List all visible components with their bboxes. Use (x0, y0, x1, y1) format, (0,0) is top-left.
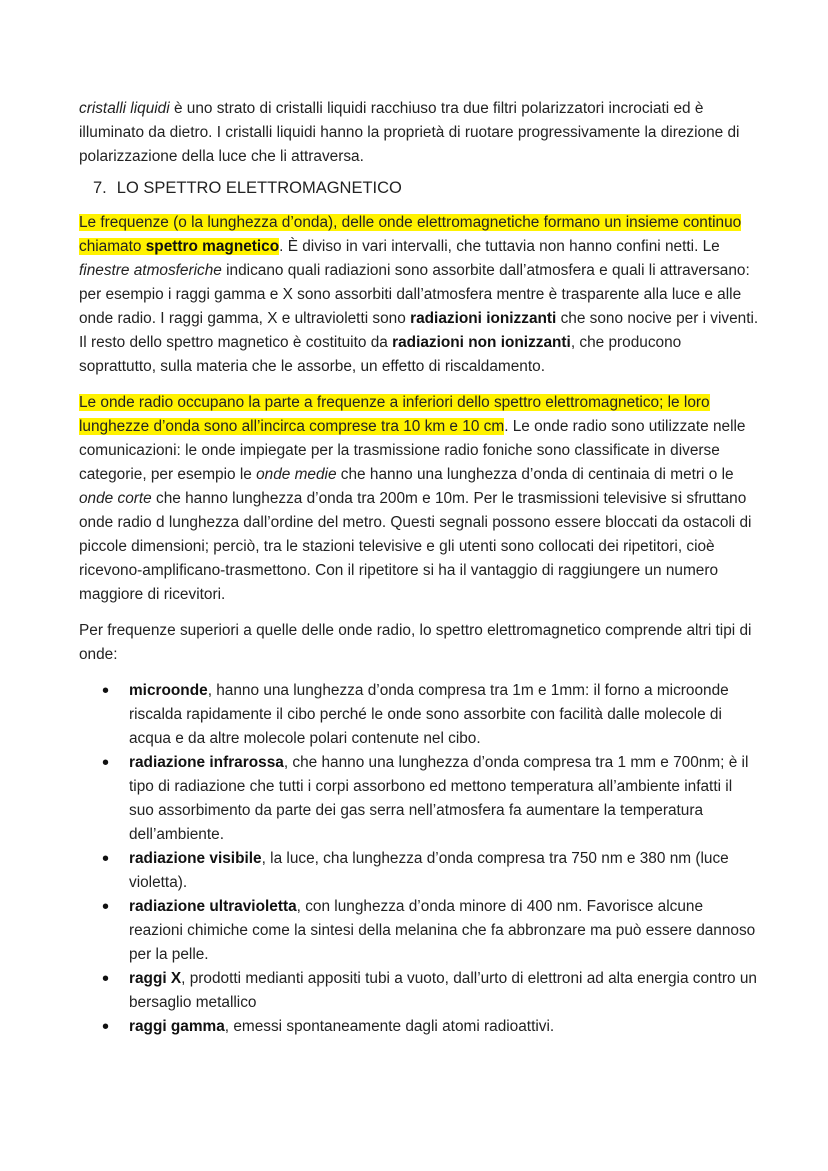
document-page (79, 97, 759, 1039)
list-item (129, 751, 759, 847)
list-item-text: , la luce, cha lunghezza d’onda compresa tra 750 nm e 380 nm (luce violetta). (129, 850, 729, 891)
intro-text: è uno strato di cristalli liquidi racchiuso tra due filtri polarizzatori incrociati ed è illuminato da dietro. I cristalli liquidi hanno la proprietà di ruotare progressivamente la direzione di polarizzazione della luce che li attraversa. (79, 100, 740, 165)
wave-type-list (79, 679, 759, 1039)
list-item-term: microonde (129, 682, 208, 699)
italic-term: onde corte (79, 490, 152, 507)
intro-term: cristalli liquidi (79, 100, 170, 117)
radio-waves-paragraph (79, 391, 759, 607)
italic-term: onde medie (256, 466, 337, 483)
list-item (129, 847, 759, 895)
list-item-term: raggi gamma (129, 1018, 225, 1035)
list-item-text: , emessi spontaneamente dagli atomi radioattivi. (224, 1018, 555, 1035)
text-span: . È diviso in vari intervalli, che tuttavia non hanno confini netti. Le (279, 238, 720, 255)
list-item (129, 967, 759, 1015)
list-item-text: , prodotti medianti appositi tubi a vuoto, dall’urto di elettroni ad alta energia contro un bersaglio metallico (129, 970, 757, 1011)
list-item (129, 1015, 759, 1039)
list-item (129, 679, 759, 751)
list-item-text: , che hanno una lunghezza d’onda compresa tra 1 mm e 700nm; è il tipo di radiazione che tutti i corpi assorbono ed mettono temperatura all’ambiente infatti il suo assorbimento da parte dei gas serra nell’atmosfera fa aumentare la temperatura dell’ambiente. (129, 754, 749, 843)
list-item-text: , con lunghezza d’onda minore di 400 nm. Favorisce alcune reazioni chimiche come la sintesi della melanina che fa abbronzare ma può essere dannoso per la pelle. (129, 898, 756, 963)
section-number: 7. (93, 179, 107, 197)
list-item-term: radiazione infrarossa (129, 754, 284, 771)
highlight-radio-waves: Le onde radio occupano la parte a frequenze a inferiori dello spettro elettromagnetico; le loro lunghezze d’onda sono all’incirca comprese tra 10 km e 10 cm (79, 394, 710, 435)
text-span: , che producono soprattutto, sulla materia che le assorbe, un effetto di riscaldamento. (79, 334, 682, 375)
intro-paragraph (79, 97, 759, 169)
section-title: LO SPETTRO ELETTROMAGNETICO (116, 179, 402, 197)
text-span: che hanno una lunghezza d’onda di centinaia di metri o le (336, 466, 734, 483)
highlight-spectrum-term: spettro magnetico (145, 238, 280, 255)
section-heading (93, 175, 759, 201)
list-item-text: , hanno una lunghezza d’onda compresa tra 1m e 1mm: il forno a microonde riscalda rapidamente il cibo perché le onde sono assorbite con facilità dalle molecole di acqua e da altre molecole polari contenute nel cibo. (129, 682, 729, 747)
text-span: che hanno lunghezza d’onda tra 200m e 10m. Per le trasmissioni televisive si sfruttano onde radio d lunghezza dall’ordine del metro. Questi segnali possono essere bloccati da ostacoli di piccole dimensioni; perciò, tra le stazioni televisive e gli utenti sono collocati dei ripetitori, cioè ricevono-amplificano-trasmettono. Con il ripetitore si ha il vantaggio di raggiungere un numero maggiore di ricevitori. (79, 490, 752, 603)
list-item (129, 895, 759, 967)
text-span: indicano quali radiazioni sono assorbite dall’atmosfera e quali li attraversano: per esempio i raggi gamma e X sono assorbiti dall’atmosfera mentre è trasparente alla luce e alle onde radio. I raggi gamma, X e ultravioletti sono (79, 262, 750, 327)
text-span: che sono nocive per i viventi. Il resto dello spettro magnetico è costituito da (79, 310, 759, 351)
spectrum-paragraph (79, 211, 759, 379)
text-span: . Le onde radio sono utilizzate nelle comunicazioni: le onde impiegate per la trasmissione radio foniche sono classificate in diverse categorie, per esempio le (79, 418, 746, 483)
list-item-term: radiazione visibile (129, 850, 262, 867)
bold-term: radiazioni non ionizzanti (392, 334, 571, 351)
list-item-term: radiazione ultravioletta (129, 898, 297, 915)
italic-term: finestre atmosferiche (79, 262, 222, 279)
higher-frequency-paragraph: Per frequenze superiori a quelle delle onde radio, lo spettro elettromagnetico comprende altri tipi di onde: (79, 622, 752, 663)
highlight-spectrum-def: Le frequenze (o la lunghezza d’onda), delle onde elettromagnetiche formano un insieme continuo chiamato (79, 214, 742, 255)
list-item-term: raggi X (129, 970, 182, 987)
bold-term: radiazioni ionizzanti (410, 310, 557, 327)
